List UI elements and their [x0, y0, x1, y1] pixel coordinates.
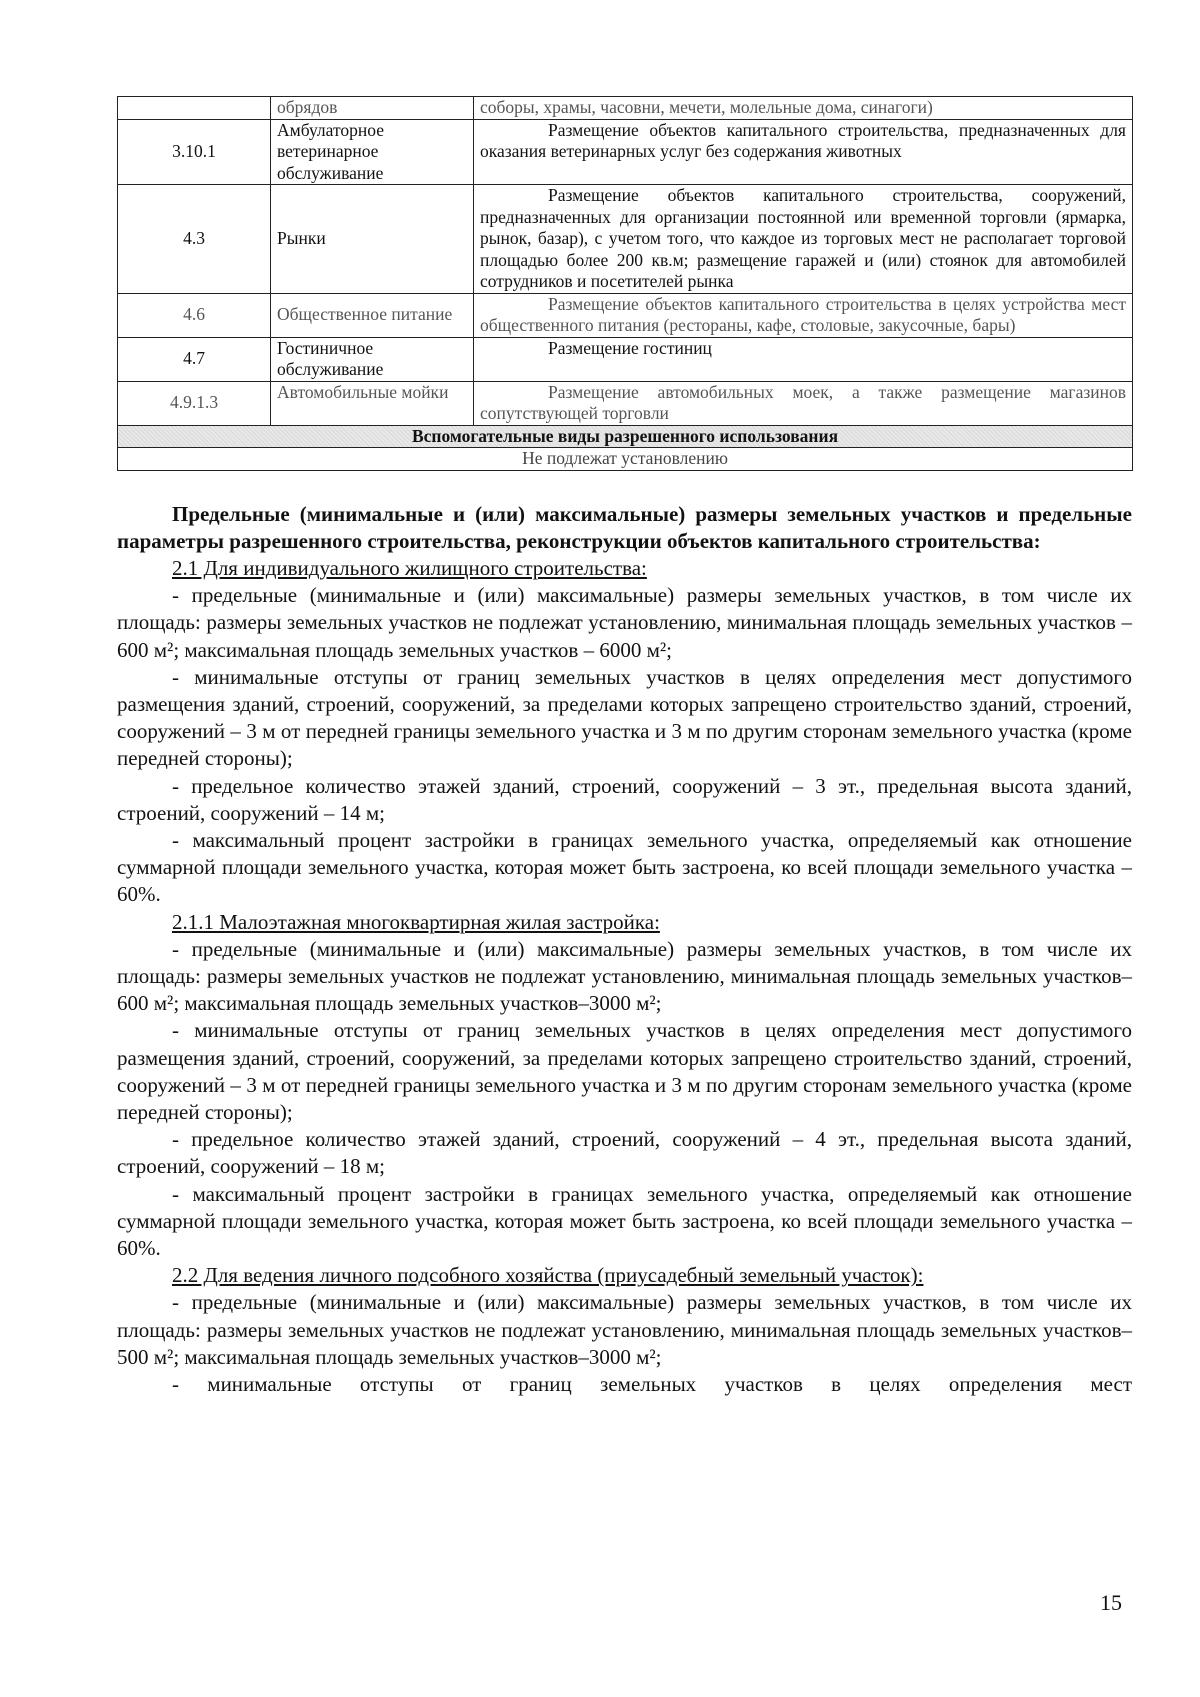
section-title: Вспомогательные виды разрешенного использования: [118, 425, 1133, 448]
paragraph: - предельные (минимальные и (или) максимальные) размеры земельных участков, в том числе их площадь: размеры земельных участков не подлежат установлению, минимальная площадь земельных участков–600 м²; максимальная площадь земельных участков–3000 м²;: [117, 936, 1132, 1016]
use-description: Размещение автомобильных моек, а также размещение магазинов сопутствующей торговли: [474, 381, 1133, 425]
table-row: [118, 185, 1133, 294]
use-description: Размещение объектов капитального строительства, предназначенных для оказания ветеринарных услуг без содержания животных: [474, 119, 1133, 185]
use-name: Гостиничное обслуживание: [271, 337, 474, 381]
use-code: 4.3: [118, 185, 271, 294]
use-name: Автомобильные мойки: [271, 381, 474, 425]
paragraph: - предельные (минимальные и (или) максимальные) размеры земельных участков, в том числе их площадь: размеры земельных участков не подлежат установлению, минимальная площадь земельных участков–500 м²; максимальная площадь земельных участков–3000 м²;: [117, 1290, 1132, 1369]
section-note: Не подлежат установлению: [118, 448, 1133, 471]
use-description: Размещение объектов капитального строительства в целях устройства мест общественного питания (рестораны, кафе, столовые, закусочные, бары): [474, 293, 1133, 337]
use-description: Размещение гостиниц: [474, 337, 1133, 381]
page-number: 15: [1100, 1590, 1122, 1615]
use-code: 4.7: [118, 337, 271, 381]
use-name: Общественное питание: [271, 293, 474, 337]
paragraph: - предельное количество этажей зданий, строений, сооружений – 4 эт., предельная высота зданий, строений, сооружений – 18 м;: [117, 1127, 1132, 1179]
use-code: [118, 97, 271, 120]
table-row: [118, 381, 1133, 425]
table-row: [118, 119, 1133, 185]
section-note-row: [118, 448, 1133, 471]
paragraph: - минимальные отступы от границ земельных участков в целях определения мест допустимого размещения зданий, строений, сооружений, за пределами которых запрещено строительство зданий, строений, сооружений – 3 м от передней границы земельного участка и 3 м по другим сторонам земельного участка (кроме передней стороны);: [117, 664, 1132, 771]
table-row: [118, 337, 1133, 381]
use-code: 4.9.1.3: [118, 381, 271, 425]
subsection-title: 2.1 Для индивидуального жилищного строительства:: [172, 555, 647, 580]
regulations-heading: Предельные (минимальные и (или) максимальные) размеры земельных участков и предельные параметры разрешенного строительства, реконструкции объектов капитального строительства:: [117, 501, 1132, 553]
use-code: 3.10.1: [118, 119, 271, 185]
paragraph: - минимальные отступы от границ земельных участков в целях определения мест: [172, 1372, 1132, 1396]
use-description: соборы, храмы, часовни, мечети, молельные дома, синагоги): [474, 97, 1133, 120]
subsection-title: 2.2 Для ведения личного подсобного хозяйства (приусадебный земельный участок):: [172, 1263, 924, 1288]
land-use-table-body: [118, 97, 1133, 471]
paragraph: - предельное количество этажей зданий, строений, сооружений – 3 эт., предельная высота зданий, строений, сооружений – 14 м;: [117, 773, 1132, 825]
table-row: [118, 293, 1133, 337]
section-title-row: [118, 425, 1133, 448]
paragraph: - максимальный процент застройки в границах земельного участка, определяемый как отношение суммарной площади земельного участка, которая может быть застроена, ко всей площади земельного участка – 60%.: [117, 1181, 1132, 1260]
regulations-text: [117, 501, 1132, 1399]
document-page: [117, 96, 1132, 1398]
subsection-title: 2.1.1 Малоэтажная многоквартирная жилая застройка:: [172, 909, 660, 934]
use-code: 4.6: [118, 293, 271, 337]
paragraph: - предельные (минимальные и (или) максимальные) размеры земельных участков, в том числе их площадь: размеры земельных участков не подлежат установлению, минимальная площадь земельных участков – 600 м²; максимальная площадь земельных участков – 6000 м²;: [117, 583, 1132, 662]
land-use-table: [117, 96, 1133, 471]
use-name: обрядов: [271, 97, 474, 120]
use-name: Рынки: [271, 185, 474, 294]
table-row: [118, 97, 1133, 120]
use-name: Амбулаторное ветеринарное обслуживание: [271, 119, 474, 185]
paragraph: - максимальный процент застройки в границах земельного участка, определяемый как отношение суммарной площади земельного участка, которая может быть застроена, ко всей площади земельного участка – 60%.: [117, 827, 1132, 907]
paragraph: - минимальные отступы от границ земельных участков в целях определения мест допустимого размещения зданий, строений, сооружений, за пределами которых запрещено строительство зданий, строений, сооружений – 3 м от передней границы земельного участка и 3 м по другим сторонам земельного участка (кроме передней стороны);: [117, 1018, 1132, 1124]
use-description: Размещение объектов капитального строительства, сооружений, предназначенных для организации постоянной или временной торговли (ярмарка, рынок, базар), с учетом того, что каждое из торговых мест не располагает торговой площадью более 200 кв.м; размещение гаражей и (или) стоянок для автомобилей сотрудников и посетителей рынка: [474, 185, 1133, 294]
